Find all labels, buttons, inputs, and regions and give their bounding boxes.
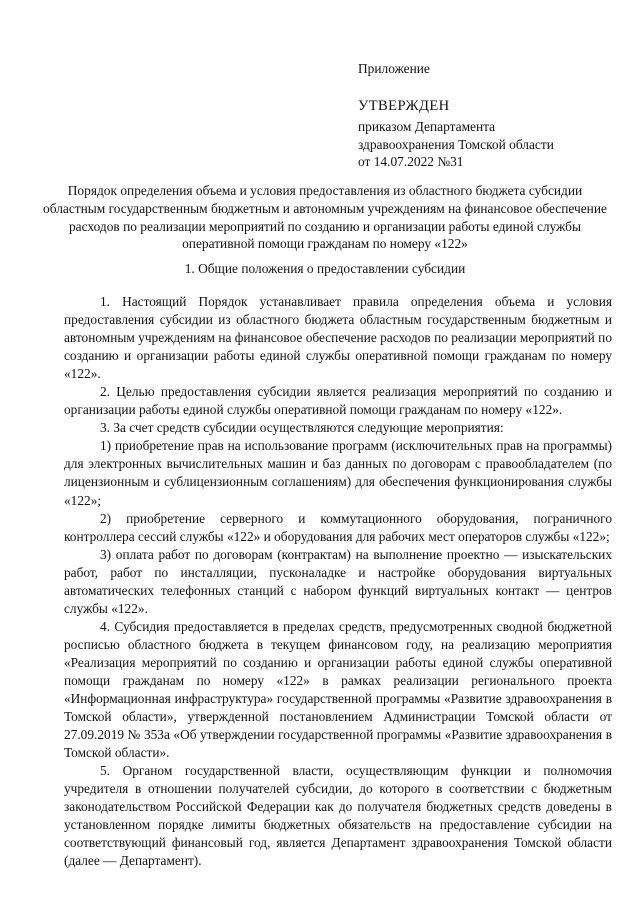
approved-label: УТВЕРЖДЕН [358, 98, 450, 114]
paragraph: 1) приобретение прав на использование программ (исключительных прав на программы) для электронных вычислительных машин и баз данных по договорам с правообладателем (по лицензионным и сублицензионным соглашениям) для обеспечения функционирования службы «122»; [64, 438, 612, 508]
order-line-1: приказом Департамента [358, 119, 496, 134]
paragraph: 2. Целью предоставления субсидии является реализация мероприятий по созданию и организации работы единой службы оперативной помощи гражданам по номеру «122». [64, 384, 612, 418]
order-line-2: здравоохранения Томской области [358, 136, 554, 152]
paragraph: 4. Субсидия предоставляется в пределах средств, предусмотренных сводной бюджетной росписью областного бюджета в текущем финансовом году, на реализацию мероприятия «Реализация мероприятий по созданию и организации работы единой службы оперативной помощи гражданам по номеру «122» в рамках реализации регионального проекта «Информационная инфраструктура» государственной программы «Развитие здравоохранения в Томской области», утвержденной постановлением Администрации Томской области от 27.09.2019 № 353а «Об утверждении государственной программы «Развитие здравоохранения в Томской области». [64, 618, 612, 761]
paragraph: 3. За счет средств субсидии осуществляются следующие мероприятия: [100, 420, 504, 436]
document-body [64, 293, 612, 871]
paragraph: 2) приобретение серверного и коммутационного оборудования, пограничного контроллера сессий службы «122» и оборудования для рабочих мест операторов службы «122»; [64, 510, 612, 544]
document-title: Порядок определения объема и условия предоставления из областного бюджета субсидии областным государственным бюджетным и автономным учреждениям на финансовое обеспечение расходов по реализации мероприятий по созданию и организации работы единой службы оперативной помощи гражданам по номеру «122» [43, 183, 607, 252]
appendix-label: Приложение [358, 61, 430, 76]
paragraph: 3) оплата работ по договорам (контрактам) на выполнение проектно — изыскательских работ, работ по инсталляции, пусконаладке и настройке оборудования виртуальных автоматических телефонных станций с набором функций виртуальных контакт — центров службы «122». [64, 546, 612, 616]
approval-stamp [358, 96, 618, 171]
section-heading: 1. Общие положения о предоставлении субсидии [184, 261, 466, 276]
paragraph: 5. Органом государственной власти, осуществляющим функции и полномочия учредителя в отношении получателей субсидии, до которого в соответствии с бюджетным законодательством Российской Федерации как до получателя бюджетных средств доведены в установленном порядке лимиты бюджетных обязательств на предоставление субсидии на соответствующий финансовый год, является Департамент здравоохранения Томской области (далее — Департамент). [64, 763, 612, 869]
paragraph: 1. Настоящий Порядок устанавливает правила определения объема и условия предоставления субсидии из областного бюджета областным государственным бюджетным и автономным учреждениям на финансовое обеспечение расходов по реализации мероприятий по созданию и организации работы единой службы оперативной помощи гражданам по номеру «122». [64, 294, 612, 382]
order-line-3: от 14.07.2022 №31 [358, 154, 464, 169]
